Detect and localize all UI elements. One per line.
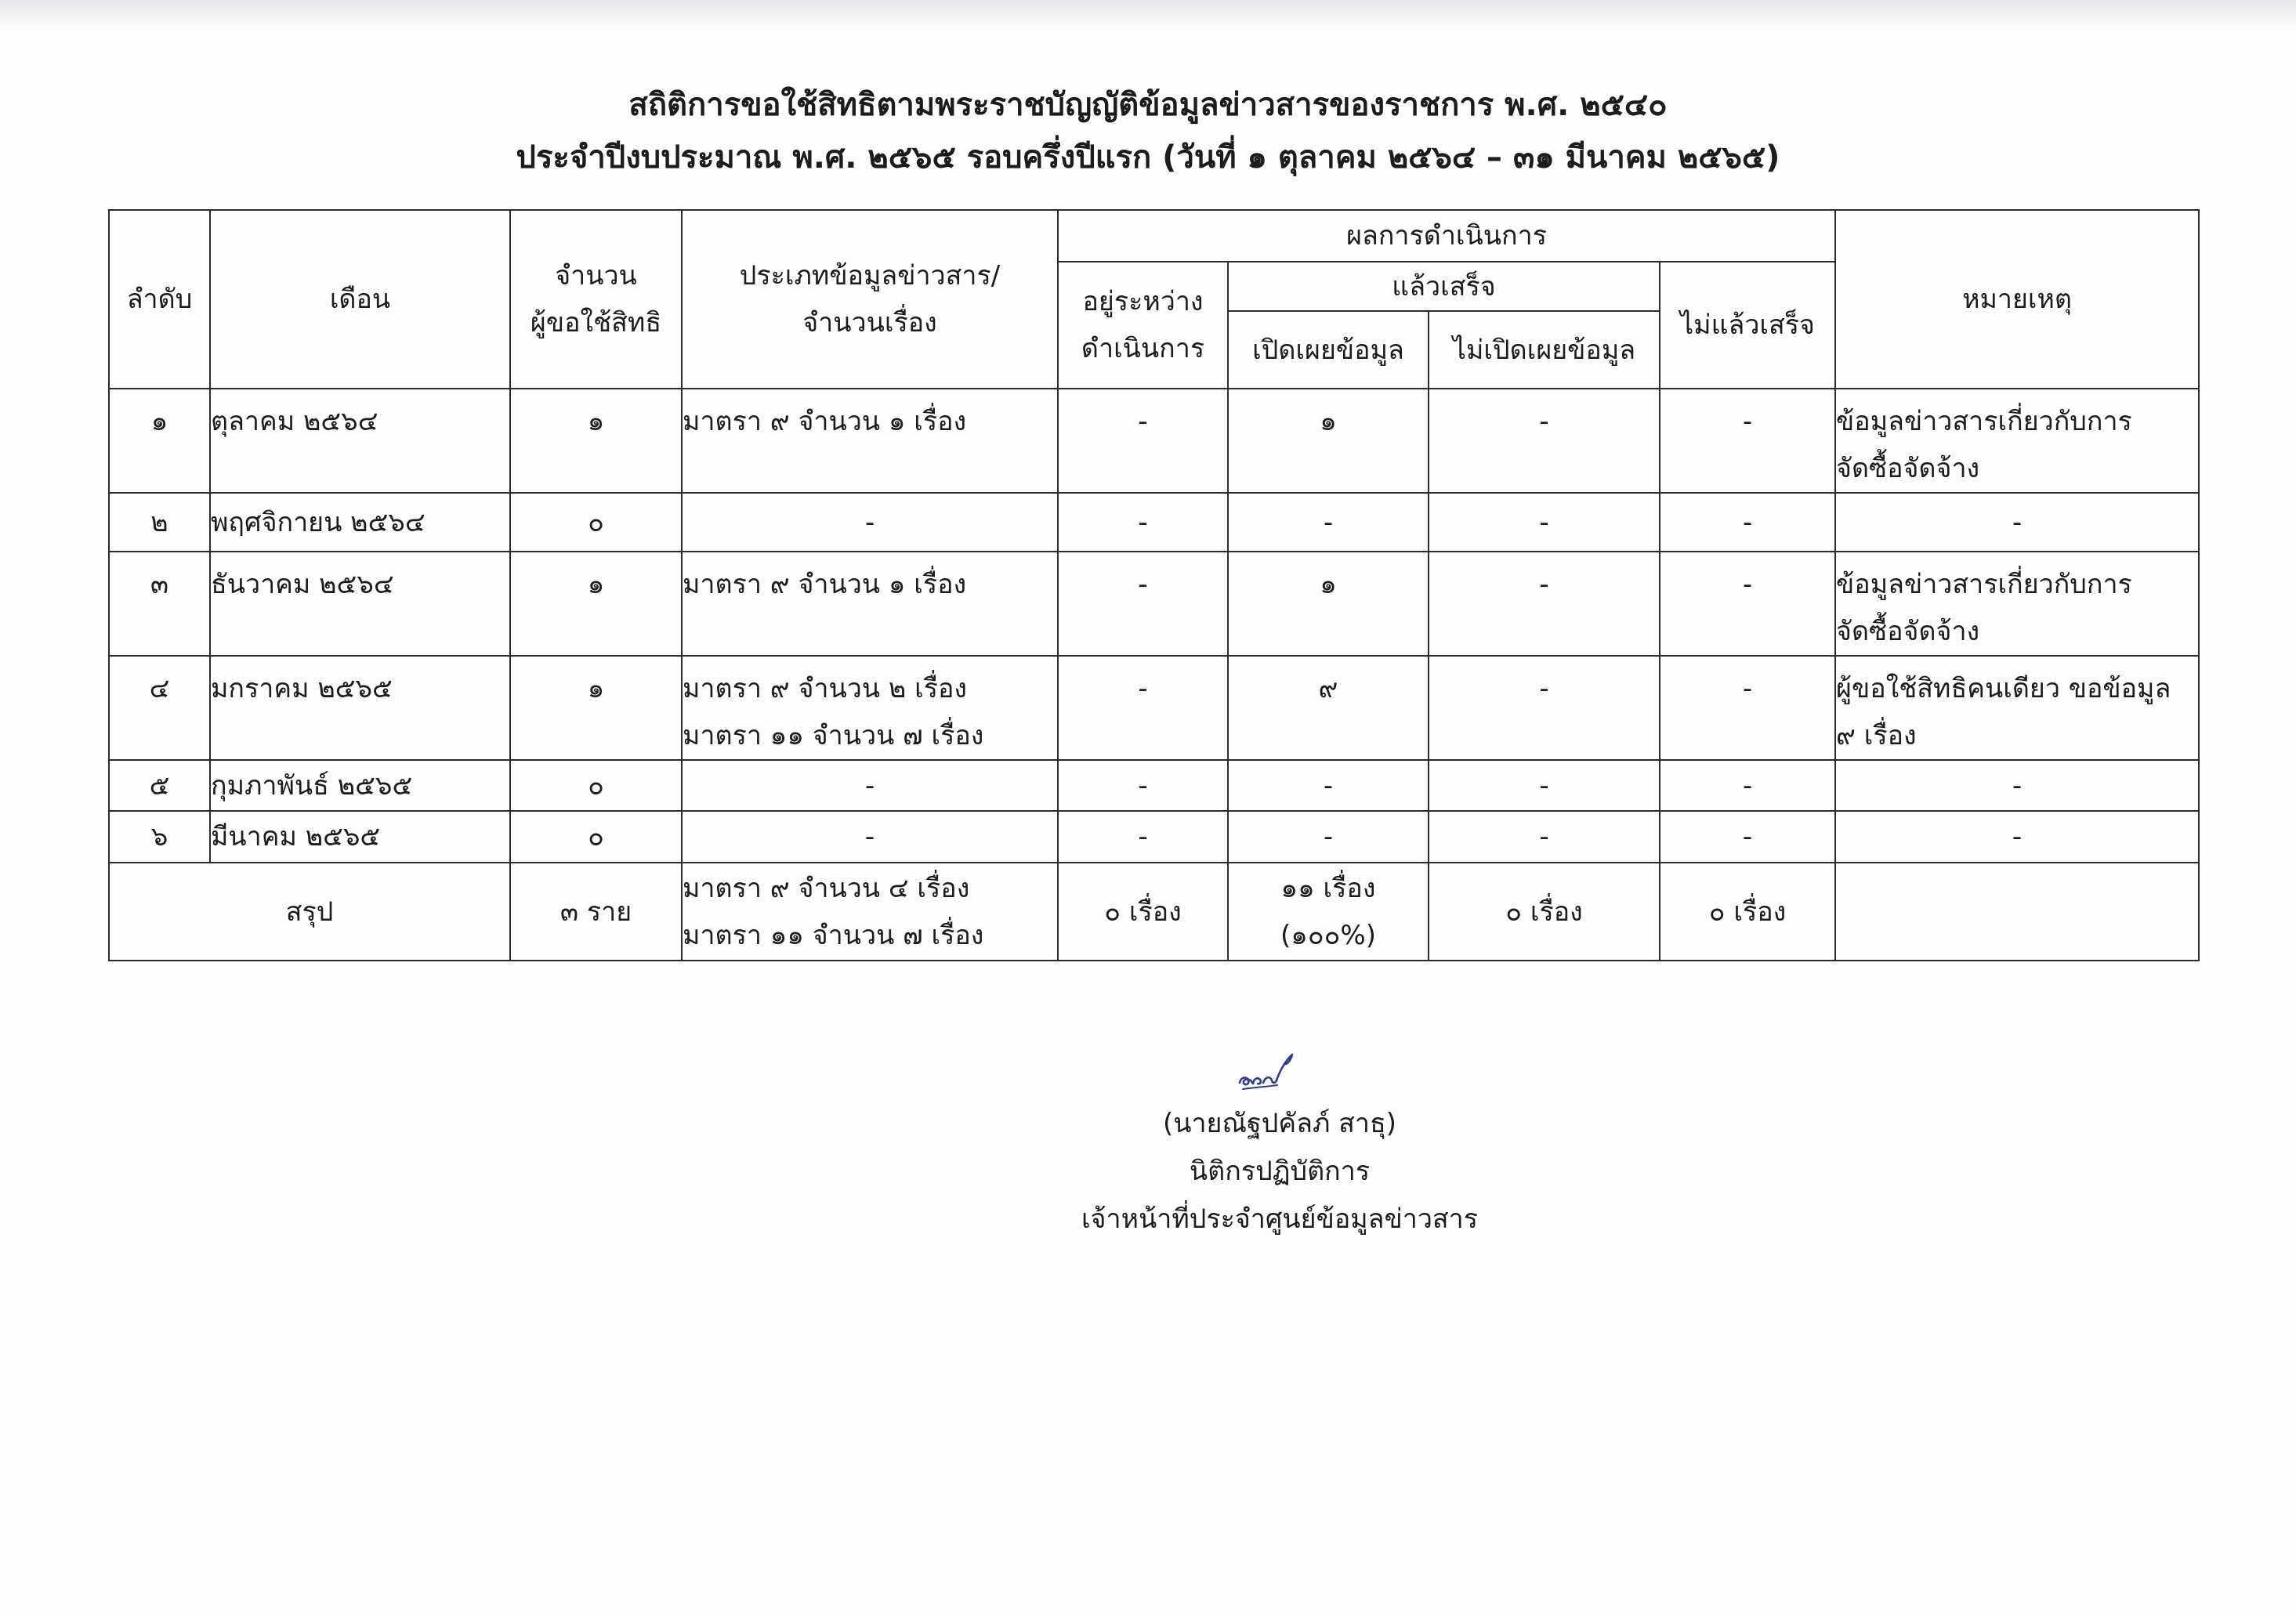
cell-requesters: ๐	[510, 811, 682, 863]
header-row	[109, 210, 2199, 262]
cell-in-progress: -	[1058, 389, 1228, 493]
remarks-line: -	[2012, 821, 2023, 852]
summary-info-type-line: มาตรา ๑๑ จำนวน ๗ เรื่อง	[683, 919, 984, 951]
cell-disclosed: ๙	[1228, 656, 1429, 760]
header-seq: ลำดับ	[109, 210, 210, 389]
cell-in-progress: -	[1058, 552, 1228, 656]
cell-info-type	[682, 811, 1058, 863]
info-type-line: มาตรา ๙ จำนวน ๑ เรื่อง	[683, 569, 967, 600]
header-not-disclosed: ไม่เปิดเผยข้อมูล	[1429, 311, 1660, 389]
cell-not-completed: -	[1660, 552, 1835, 656]
signature-block	[966, 1100, 1593, 1243]
summary-disclosed-line: ๑๑ เรื่อง	[1280, 872, 1376, 904]
cell-info-type	[682, 656, 1058, 760]
cell-not-disclosed: -	[1429, 656, 1660, 760]
cell-info-type	[682, 389, 1058, 493]
table-row	[109, 760, 2199, 811]
summary-requesters: ๓ ราย	[510, 863, 682, 961]
header-disclosed: เปิดเผยข้อมูล	[1228, 311, 1429, 389]
signatory-role: เจ้าหน้าที่ประจำศูนย์ข้อมูลข่าวสาร	[1081, 1203, 1479, 1235]
cell-seq: ๔	[109, 656, 210, 760]
cell-month: กุมภาพันธ์ ๒๕๖๕	[210, 760, 510, 811]
cell-not-disclosed: -	[1429, 760, 1660, 811]
cell-not-disclosed: -	[1429, 493, 1660, 552]
summary-label: สรุป	[109, 863, 510, 961]
summary-disclosed-line: (๑๐๐%)	[1280, 919, 1376, 951]
document-title	[0, 79, 2296, 184]
signatory-name: (นายณัฐปคัลภ์ สาธุ)	[1162, 1108, 1397, 1139]
header-info-type-line: ประเภทข้อมูลข่าวสาร/	[739, 260, 1001, 291]
remarks-line: จัดซื้อจัดจ้าง	[1836, 453, 1980, 484]
cell-info-type	[682, 493, 1058, 552]
header-info-type-line: จำนวนเรื่อง	[802, 307, 937, 338]
summary-not-completed: ๐ เรื่อง	[1660, 863, 1835, 961]
summary-row	[109, 863, 2199, 961]
scan-edge-shadow	[0, 0, 2296, 28]
cell-remarks	[1835, 389, 2199, 493]
cell-requesters: ๑	[510, 656, 682, 760]
cell-not-completed: -	[1660, 389, 1835, 493]
header-remarks: หมายเหตุ	[1835, 210, 2199, 389]
remarks-line: -	[2012, 769, 2023, 802]
header-in-progress-line: ดำเนินการ	[1081, 333, 1205, 364]
table-row	[109, 811, 2199, 863]
title-line-2: ประจำปีงบประมาณ พ.ศ. ๒๕๖๕ รอบครึ่งปีแรก (วันที่ ๑ ตุลาคม ๒๕๖๔ – ๓๑ มีนาคม ๒๕๖๕)	[516, 139, 1780, 176]
cell-disclosed: ๑	[1228, 552, 1429, 656]
cell-seq: ๕	[109, 760, 210, 811]
cell-disclosed: -	[1228, 760, 1429, 811]
table-row	[109, 493, 2199, 552]
cell-requesters: ๐	[510, 493, 682, 552]
header-requesters	[510, 210, 682, 389]
cell-month: มีนาคม ๒๕๖๕	[210, 811, 510, 863]
signatory-position: นิติกรปฏิบัติการ	[1189, 1156, 1371, 1187]
cell-not-disclosed: -	[1429, 811, 1660, 863]
cell-info-type	[682, 760, 1058, 811]
cell-remarks	[1835, 811, 2199, 863]
cell-month: ตุลาคม ๒๕๖๔	[210, 389, 510, 493]
info-type-line: มาตรา ๑๑ จำนวน ๗ เรื่อง	[683, 720, 984, 751]
cell-info-type	[682, 552, 1058, 656]
cell-not-disclosed: -	[1429, 552, 1660, 656]
cell-disclosed: ๑	[1228, 389, 1429, 493]
cell-not-completed: -	[1660, 493, 1835, 552]
table-row	[109, 552, 2199, 656]
header-in-progress-line: อยู่ระหว่าง	[1082, 286, 1204, 317]
header-in-progress	[1058, 262, 1228, 389]
cell-month: มกราคม ๒๕๖๕	[210, 656, 510, 760]
cell-disclosed: -	[1228, 811, 1429, 863]
summary-remarks	[1835, 863, 2199, 961]
summary-disclosed	[1228, 863, 1429, 961]
cell-seq: ๖	[109, 811, 210, 863]
cell-seq: ๓	[109, 552, 210, 656]
header-completed: แล้วเสร็จ	[1228, 262, 1660, 311]
cell-remarks	[1835, 656, 2199, 760]
table-header	[109, 210, 2199, 389]
cell-month: ธันวาคม ๒๕๖๔	[210, 552, 510, 656]
cell-remarks	[1835, 760, 2199, 811]
cell-seq: ๒	[109, 493, 210, 552]
cell-in-progress: -	[1058, 493, 1228, 552]
cell-in-progress: -	[1058, 811, 1228, 863]
info-type-line: -	[864, 769, 875, 802]
cell-requesters: ๑	[510, 389, 682, 493]
summary-not-disclosed: ๐ เรื่อง	[1429, 863, 1660, 961]
cell-requesters: ๑	[510, 552, 682, 656]
remarks-line: ข้อมูลข่าวสารเกี่ยวกับการ	[1836, 569, 2132, 600]
remarks-line: ผู้ขอใช้สิทธิคนเดียว ขอข้อมูล	[1836, 673, 2171, 704]
header-requesters-line: จำนวน	[555, 260, 637, 291]
table-body	[109, 389, 2199, 961]
cell-not-completed: -	[1660, 656, 1835, 760]
header-month: เดือน	[210, 210, 510, 389]
cell-in-progress: -	[1058, 760, 1228, 811]
cell-disclosed: -	[1228, 493, 1429, 552]
info-type-line: มาตรา ๙ จำนวน ๒ เรื่อง	[683, 673, 967, 704]
statistics-table	[108, 209, 2200, 961]
header-not-completed: ไม่แล้วเสร็จ	[1660, 262, 1835, 389]
cell-not-completed: -	[1660, 760, 1835, 811]
remarks-line: ๙ เรื่อง	[1836, 720, 1917, 751]
info-type-line: มาตรา ๙ จำนวน ๑ เรื่อง	[683, 406, 967, 437]
summary-info-type	[682, 863, 1058, 961]
cell-remarks	[1835, 493, 2199, 552]
cell-not-disclosed: -	[1429, 389, 1660, 493]
header-info-type	[682, 210, 1058, 389]
remarks-line: -	[2012, 506, 2023, 538]
remarks-line: จัดซื้อจัดจ้าง	[1836, 616, 1980, 647]
cell-requesters: ๐	[510, 760, 682, 811]
table-row	[109, 389, 2199, 493]
info-type-line: -	[864, 821, 875, 852]
remarks-line: ข้อมูลข่าวสารเกี่ยวกับการ	[1836, 406, 2132, 437]
summary-in-progress: ๐ เรื่อง	[1058, 863, 1228, 961]
cell-not-completed: -	[1660, 811, 1835, 863]
title-line-1: สถิติการขอใช้สิทธิตามพระราชบัญญัติข้อมูลข่าวสารของราชการ พ.ศ. ๒๕๔๐	[628, 87, 1668, 123]
header-results: ผลการดำเนินการ	[1058, 210, 1835, 262]
handwritten-signature	[1232, 1048, 1304, 1095]
summary-info-type-line: มาตรา ๙ จำนวน ๔ เรื่อง	[683, 872, 970, 904]
info-type-line: -	[864, 506, 875, 538]
header-requesters-line: ผู้ขอใช้สิทธิ	[530, 307, 662, 338]
cell-remarks	[1835, 552, 2199, 656]
cell-seq: ๑	[109, 389, 210, 493]
cell-in-progress: -	[1058, 656, 1228, 760]
table-row	[109, 656, 2199, 760]
cell-month: พฤศจิกายน ๒๕๖๔	[210, 493, 510, 552]
